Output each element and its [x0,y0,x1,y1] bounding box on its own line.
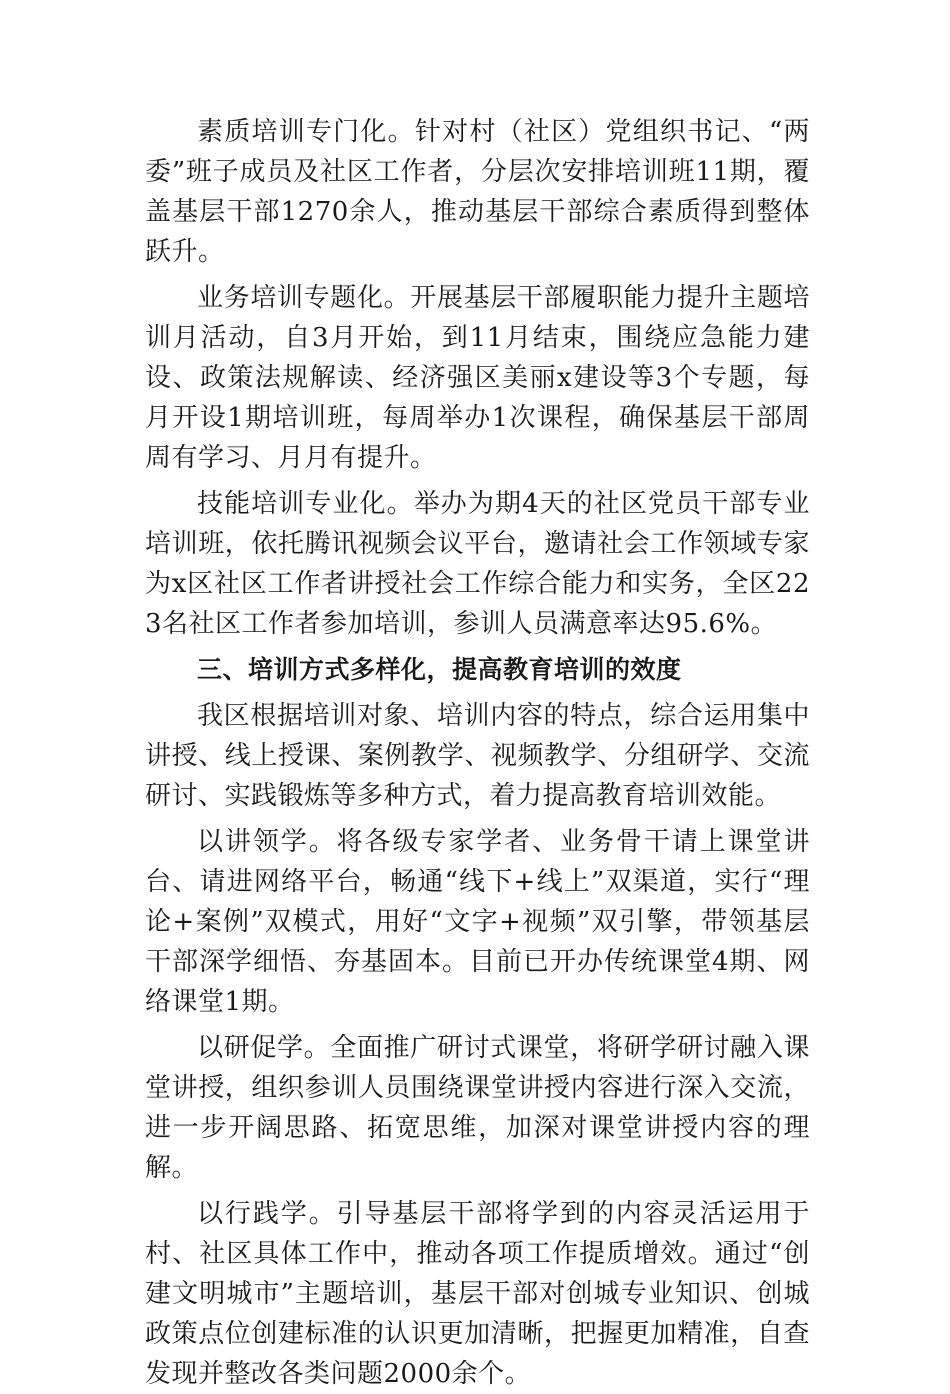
paragraph-lecture-learning: 以讲领学。将各级专家学者、业务骨干请上课堂讲台、请进网络平台，畅通“线下+线上”双渠道，实行“理论+案例”双模式，用好“文字+视频”双引擎，带领基层干部深学细悟、夯基固本。目前已开办传统课堂4期、网络课堂1期。 [145,827,810,1017]
paragraph-skill-training: 技能培训专业化。举办为期4天的社区党员干部专业培训班，依托腾讯视频会议平台，邀请社会工作领域专家为x区社区工作者讲授社会工作综合能力和实务，全区223名社区工作者参加培训，参训人员满意率达95.6%。 [145,489,810,639]
document-body [145,112,810,1394]
paragraph-training-methods: 我区根据培训对象、培训内容的特点，综合运用集中讲授、线上授课、案例教学、视频教学、分组研学、交流研讨、实践锻炼等多种方式，着力提高教育培训效能。 [145,701,810,811]
paragraph-research-learning: 以研促学。全面推广研讨式课堂，将研学研讨融入课堂讲授，组织参训人员围绕课堂讲授内容进行深入交流，进一步开阔思路、拓宽思维，加深对课堂讲授内容的理解。 [145,1033,810,1183]
paragraph-practice-learning: 以行践学。引导基层干部将学到的内容灵活运用于村、社区具体工作中，推动各项工作提质增效。通过“创建文明城市”主题培训，基层干部对创城专业知识、创城政策点位创建标准的认识更加清晰，把握更加精准，自查发现并整改各类问题2000余个。 [145,1199,810,1389]
paragraph-business-training: 业务培训专题化。开展基层干部履职能力提升主题培训月活动，自3月开始，到11月结束，围绕应急能力建设、政策法规解读、经济强区美丽x建设等3个专题，每月开设1期培训班，每周举办1次课程，确保基层干部周周有学习、月月有提升。 [145,283,810,473]
paragraph-quality-training: 素质培训专门化。针对村（社区）党组织书记、“两委”班子成员及社区工作者，分层次安排培训班11期，覆盖基层干部1270余人，推动基层干部综合素质得到整体跃升。 [145,117,810,267]
section-heading: 三、培训方式多样化，提高教育培训的效度 [197,655,682,684]
